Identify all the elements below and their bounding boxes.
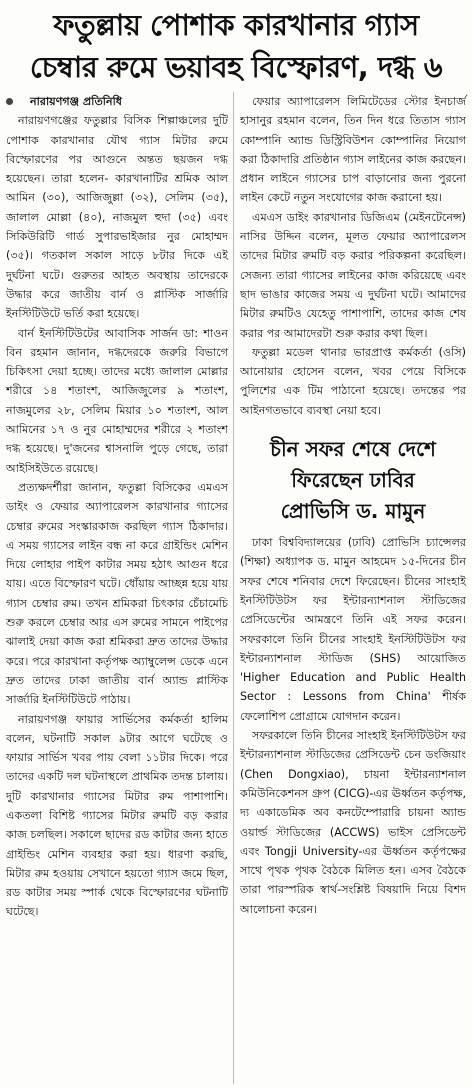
- story2-headline: [240, 434, 466, 527]
- article-paragraph: ফতুল্লা মডেল থানার ভারপ্রাপ্ত কর্মকর্তা (ওসি) আনোয়ার হোসেন বলেন, খবর পেয়ে বিসিকে পুলিশের এক টিম পাঠানো হয়েছে। তদন্তের পর আইনগতভাবে ব্যবস্থা নেয়া হবে।: [240, 345, 466, 417]
- story2-headline-line-1: চীন সফর শেষে দেশে: [270, 437, 436, 462]
- article-paragraph: প্রত্যক্ষদর্শীরা জানান, ফতুল্লা বিসিকের এমএস ডাইং ও ফেয়ার অ্যাপারেলস কারখানার গ্যাসের চেম্বার রুমের সংস্কারকাজ করছিল গ্যাস ঠিকাদার। এ সময় গ্যাসের লাইন বন্ধ না করে গ্রাইন্ডিং মেশিন দিয়ে লোহার পাইপ কাটার সময় হঠাৎ আগুন ধরে যায়। এতে বিস্ফোরণ ঘটে। ধোঁয়ায় আচ্ছন্ন হয়ে যায় গ্যাস চেম্বার রুম। তখন শ্রমিকরা চিৎকার চেঁচামেচি শুরু করলে চেম্বার আর এস রুমের সামনে পাইপের ঝালাই দেয়া কাজ করা শ্রমিকরা দ্রুত তাদের উদ্ধার করে। পরে কারখানা কর্তৃপক্ষ অ্যাম্বুলেন্স ডেকে এনে দ্রুত তাদের ঢাকা জাতীয় বার্ন অ্যান্ড প্লাস্টিক সার্জারি ইনস্টিটিউটে পাঠায়।: [6, 480, 228, 707]
- byline: [6, 92, 228, 111]
- article-paragraph: নারায়ণগঞ্জ ফায়ার সার্ভিসের কর্মকর্তা হালিম বলেন, ঘটনাটি সকাল ৯টার আগে ঘটেছে ও ফায়ার সার্ভিস খবর পায় বেলা ১১টার দিকে। পরে তাদের একটি দল ঘটনাস্থলে প্রাথমিক তদন্ত চালায়। দুটি কারখানার গ্যাসের মিটার রুম পাশাপাশি। একতলা বিশিষ্ট গ্যাসের মিটার রুমটি বড় করার কাজ চলছিল। সকালে ছাদের রড কাটার জন্য হাতে গ্রাইন্ডিং মেশিন ব্যবহার করা হয়। ধারণা করছি, মিটার রুম হওয়ায় সেখানে হয়তো গ্যাস জমে ছিল, রড কাটার সময় স্পার্ক থেকে বিস্ফোরণের ঘটনাটি ঘটেছে।: [6, 712, 228, 919]
- story2-headline-line-3: প্রোভিসি ড. মামুন: [280, 499, 426, 524]
- bullet-icon: [6, 98, 13, 105]
- article-paragraph: নারায়ণগঞ্জের ফতুল্লার বিসিক শিল্পাঞ্চলের দুটি পোশাক কারখানার যৌথ গ্যাস মিটার রুমে বিস্ফোরণের পর আগুনে অন্তত ছয়জন দগ্ধ হয়েছেন। তারা হলেন- কারখানাটির শ্রমিক আল আমিন (৩০), আজিজুল্লা (৩২), সেলিম (৩৫), জালাল মোল্লা (৪০), নাজমুল হুদা (৩৫) এবং সিকিউরিটি গার্ড সুপারভাইজার নুর মোহাম্মদ (৩৫)। গতকাল সকাল সাড়ে ৮টার দিকে এই দুর্ঘটনা ঘটে। গুরুতর আহত অবস্থায় তাদেরকে উদ্ধার করে জাতীয় বার্ন ও প্লাস্টিক সার্জারি ইনস্টিটিউটে ভর্তি করা হয়েছে।: [6, 114, 228, 321]
- headline-line-2: চেম্বার রুমে ভয়াবহ বিস্ফোরণ, দগ্ধ ৬: [29, 50, 443, 84]
- story2-paragraph: ঢাকা বিশ্ববিদ্যালয়ের (ঢাবি) প্রোভিসি চ্যান্সেলর (শিক্ষা) অধ্যাপক ড. মামুন আহমেদ ১৫-দিনের চীন সফর শেষে শনিবার দেশে ফিরেছেন। চীনের সাংহাই ইনস্টিটিউটস ফর ইন্টারন্যাশনাল স্টাডিজের প্রেসিডেন্টের আমন্ত্রণে তিনি এই সফর করেন। সফরকালে তিনি চীনের সাংহাই ইনস্টিটিউটস ফর ইন্টারন্যাশনাল স্টাডিজ (SHS) আয়োজিত 'Higher Education and Public Health Sector : Lessons from China' শীর্ষক ফেলোশিপ প্রোগ্রামে যোগদান করেন।: [240, 536, 466, 723]
- article-paragraph: এমএস ডাইং কারখানার ডিজিএম (মেইনটেনেন্স) নাসির উদ্দিন বলেন, মূলত ফেয়ার অ্যাপারেলস তাদের মিটার রুমটি বড় করার পরিকল্পনা করেছিল। সেজন্য তারা গ্যাসের লাইনের কাজ করিয়েছে এবং ছাদ ভাঙার কাজের সময় এ দুর্ঘটনা ঘটে। আমাদের মিটার রুমটিও যেহেতু পাশাপাশি, তাদের কাজ শেষ করার পর আমাদেরটা শুরু করার কথা ছিল।: [240, 210, 466, 340]
- column-divider: [233, 92, 234, 1084]
- byline-text: নারায়ণগঞ্জ প্রতিনিধি: [30, 95, 122, 108]
- headline-line-1: ফতুল্লায় পোশাক কারখানার গ্যাস: [53, 8, 419, 42]
- main-headline: [4, 4, 468, 88]
- left-column: [6, 92, 228, 922]
- article-paragraph: ফেয়ার অ্যাপারেলস লিমিটেডের স্টোর ইনচার্জ হাসানুর রহমান বলেন, তিন দিন ধরে তিতাস গ্যাস কোম্পানি অ্যান্ড ডিস্ট্রিবিউশন কোম্পানির নিয়োগ করা ঠিকাদারি প্রতিষ্ঠান গ্যাস লাইনের কাজ করছেন। প্রধান লাইনে গ্যাসের চাপ বাড়ানোর জন্য পুরনো লাইন কেটে নতুন সংযোগের কাজ করানো হয়।: [240, 95, 466, 205]
- right-column: [240, 92, 466, 919]
- story2-headline-line-2: ফিরেছেন ঢাবির: [291, 468, 415, 493]
- article-paragraph: বার্ন ইনস্টিটিউটের আবাসিক সার্জন ডা: শাওন বিন রহমান জানান, দগ্ধদেরকে জরুরি বিভাগে চিকিৎসা দেয়া হচ্ছে। তাদের মধ্যে জালাল মোল্লার শরীরে ১৪ শতাংশ, আজিজুলের ৯ শতাংশ, নাজমুলের ২৮, সেলিম মিয়ার ১০ শতাংশ, আল আমিনের ১৭ ও নুর মোহাম্মদের শরীরে ২ শতাংশ দগ্ধ হয়েছে। দু'জনের শ্বাসনালি পুড়ে গেছে, তারা আইসিইউতে রয়েছে।: [6, 326, 228, 475]
- story2-paragraph: সফরকালে তিনি চীনের সাংহাই ইনস্টিটিউটস ফর ইন্টারন্যাশনাল স্টাডিজের প্রেসিডেন্ট চেন ডংজিয়াং (Chen Dongxiao), চায়না ইন্টারন্যাশনাল কমিউনিকেশনস গ্রুপ (CICG)-এর ঊর্ধ্বতন কর্তৃপক্ষ, দ্য একাডেমিক অব কনটেম্পোরারি চায়না অ্যান্ড ওয়ার্ল্ড স্টাডিজের (ACCWS) ভাইস প্রেসিডেন্ট এবং Tongji University-এর ঊর্ধ্বতন কর্তৃপক্ষের সাথে পৃথক পৃথক বৈঠকে মিলিত হন। এসব বৈঠকে তারা পারস্পরিক স্বার্থ-সংশ্লিষ্ট বিষয়াদি নিয়ে বিশদ আলোচনা করেন।: [240, 729, 466, 916]
